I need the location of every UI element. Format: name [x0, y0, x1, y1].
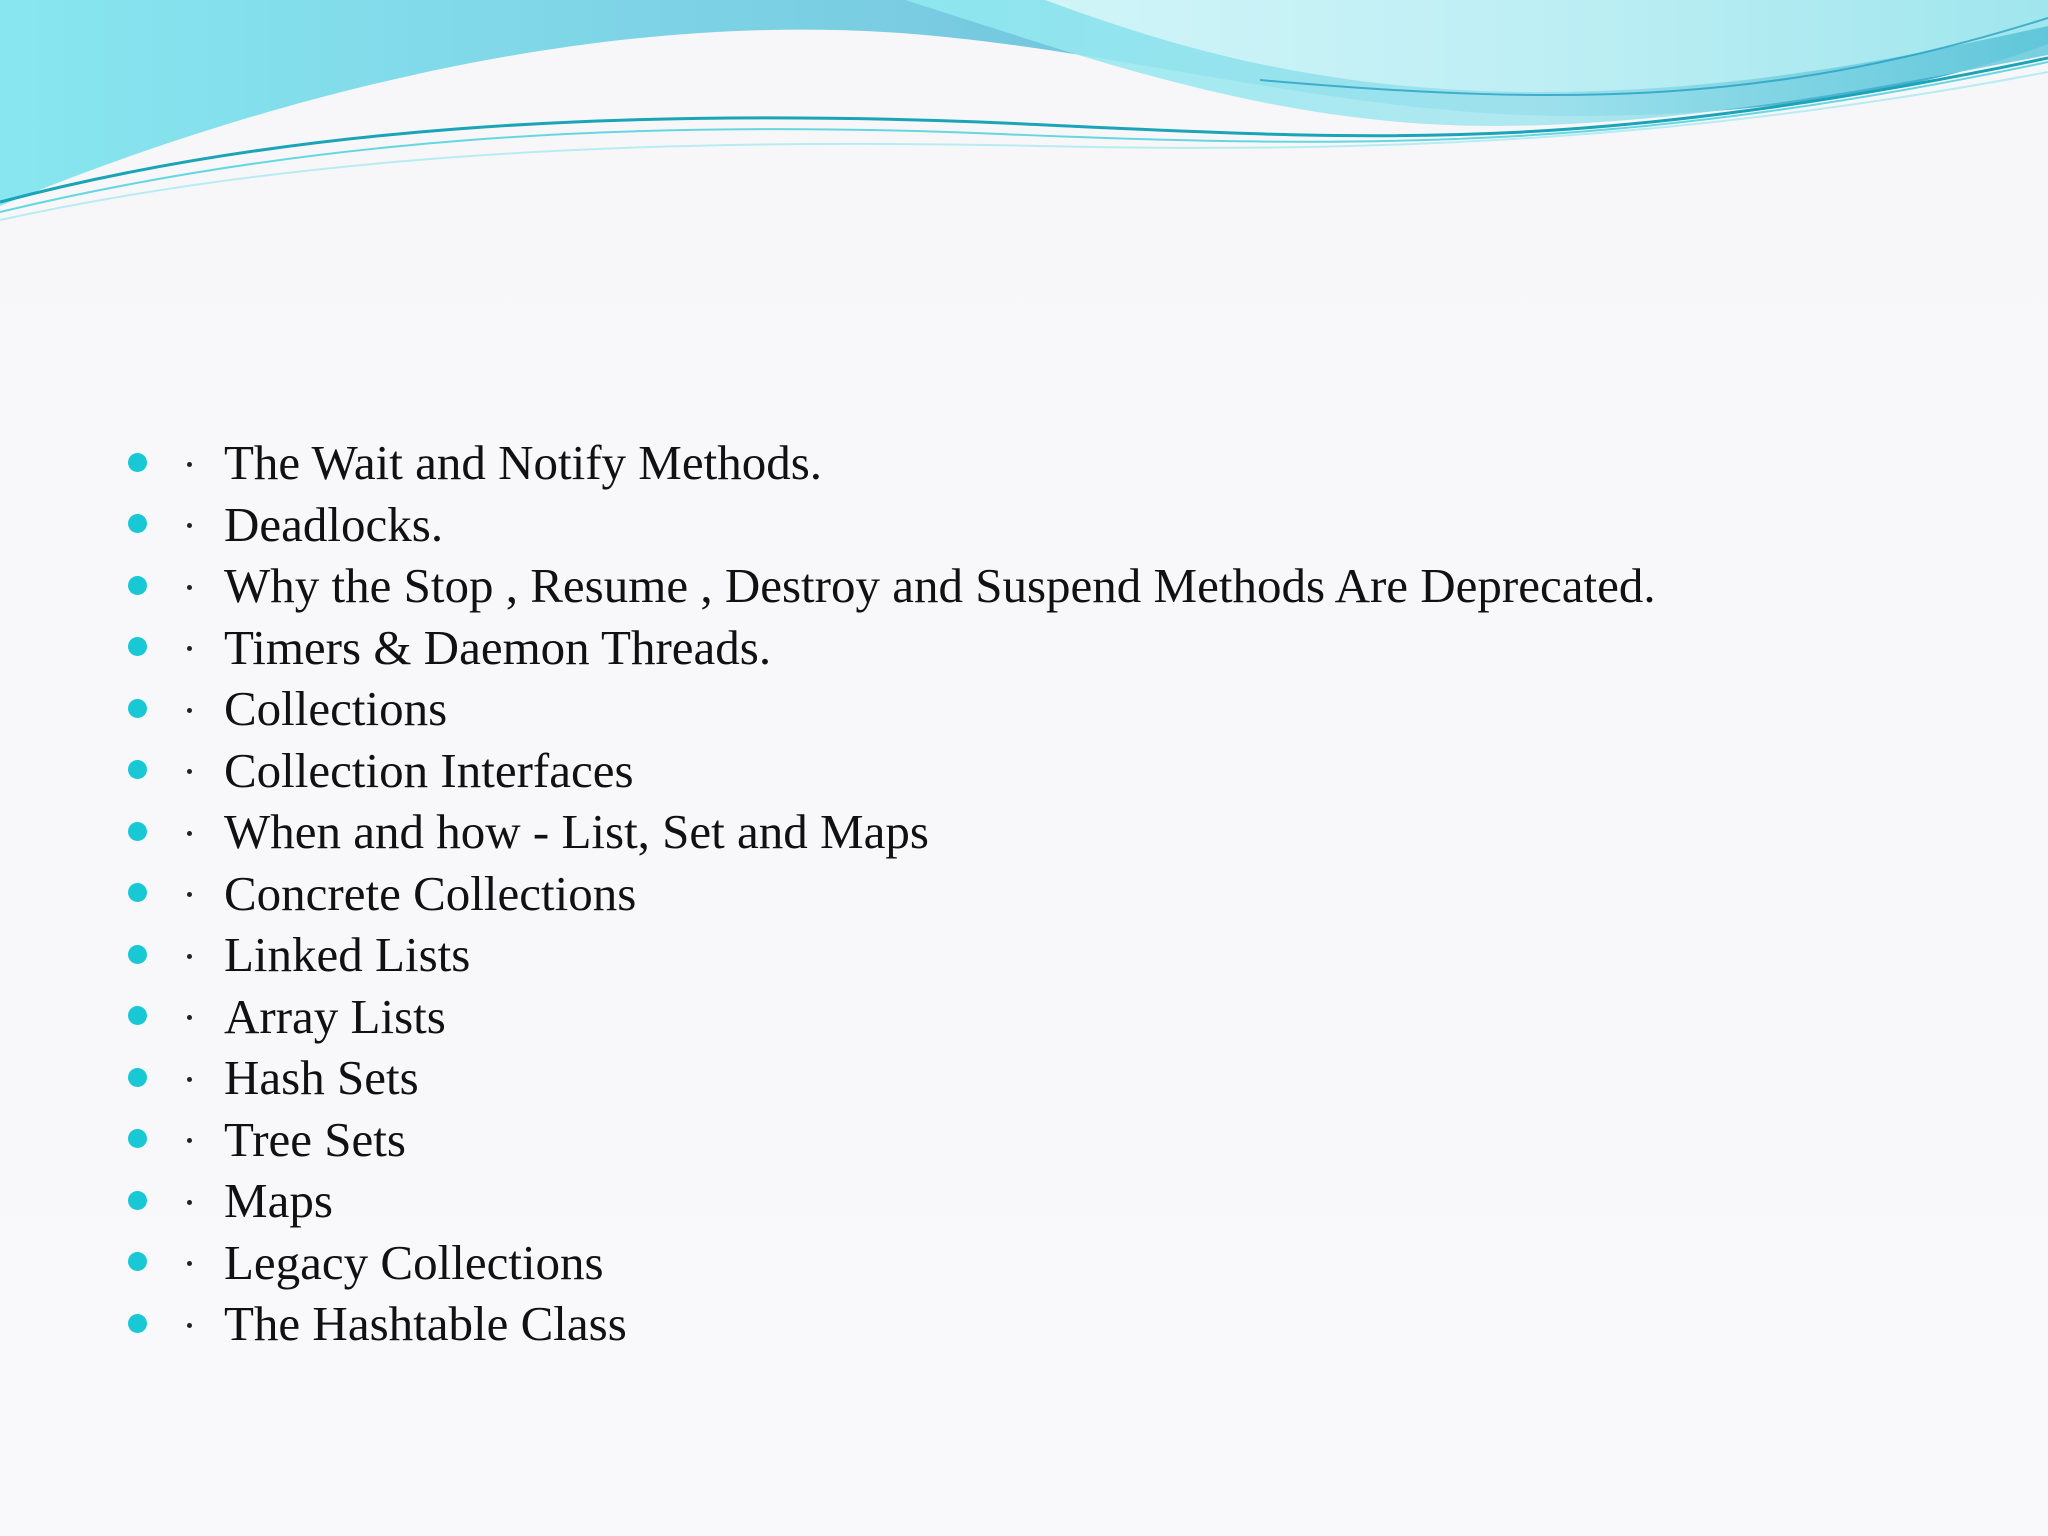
bullet-icon	[128, 883, 147, 902]
bullet-icon	[128, 945, 147, 964]
bullet-icon	[128, 514, 147, 533]
list-item-text: Hash Sets	[224, 1050, 419, 1105]
inner-bullet-icon	[187, 1261, 192, 1266]
inner-bullet-icon	[187, 769, 192, 774]
bullet-icon	[128, 1129, 147, 1148]
inner-bullet-icon	[187, 1077, 192, 1082]
list-item-text: Maps	[224, 1173, 333, 1228]
inner-bullet-icon	[187, 585, 192, 590]
bullet-icon	[128, 760, 147, 779]
bullet-icon	[128, 1252, 147, 1271]
bullet-icon	[128, 822, 147, 841]
inner-bullet-icon	[187, 1138, 192, 1143]
list-item-text: The Wait and Notify Methods.	[224, 435, 823, 490]
list-item-text: When and how - List, Set and Maps	[224, 804, 929, 859]
list-item	[122, 1293, 2002, 1355]
list-item-text: Legacy Collections	[224, 1234, 604, 1290]
bullet-icon	[128, 576, 147, 595]
list-item-text: Collection Interfaces	[224, 742, 634, 798]
list-item	[122, 801, 2002, 863]
list-item	[122, 1232, 2002, 1294]
topic-list	[122, 432, 2002, 1355]
inner-bullet-icon	[187, 1200, 192, 1205]
list-item-text: Array Lists	[224, 988, 446, 1044]
list-item	[122, 1109, 2002, 1171]
list-item	[122, 740, 2002, 802]
inner-bullet-icon	[187, 831, 192, 836]
inner-bullet-icon	[187, 1015, 192, 1020]
list-item	[122, 863, 2002, 925]
list-item	[122, 432, 2002, 494]
list-item	[122, 617, 2002, 679]
bullet-icon	[128, 1314, 147, 1333]
list-item-text: Why the Stop , Resume , Destroy and Suspend Methods Are Deprecated.	[224, 558, 1656, 613]
list-item	[122, 555, 2002, 617]
inner-bullet-icon	[187, 462, 192, 467]
bullet-icon	[128, 1068, 147, 1087]
list-item-text: Tree Sets	[224, 1111, 406, 1167]
bullet-icon	[128, 637, 147, 656]
inner-bullet-icon	[187, 523, 192, 528]
bullet-icon	[128, 699, 147, 718]
list-item-text: Deadlocks.	[224, 496, 444, 552]
inner-bullet-icon	[187, 892, 192, 897]
list-item-text: Concrete Collections	[224, 865, 637, 921]
inner-bullet-icon	[187, 646, 192, 651]
list-item	[122, 924, 2002, 986]
list-item-text: Linked Lists	[224, 927, 471, 982]
list-item	[122, 986, 2002, 1048]
list-item	[122, 678, 2002, 740]
list-item-text: Collections	[224, 681, 448, 736]
list-item	[122, 494, 2002, 556]
bullet-icon	[128, 1191, 147, 1210]
list-item	[122, 1047, 2002, 1109]
inner-bullet-icon	[187, 954, 192, 959]
list-item-text: The Hashtable Class	[224, 1296, 627, 1351]
list-item	[122, 1170, 2002, 1232]
inner-bullet-icon	[187, 708, 192, 713]
list-item-text: Timers & Daemon Threads.	[224, 619, 772, 675]
inner-bullet-icon	[187, 1323, 192, 1328]
bullet-icon	[128, 1006, 147, 1025]
decorative-wave-header	[0, 0, 2048, 240]
bullet-content	[122, 432, 2002, 1355]
bullet-icon	[128, 453, 147, 472]
